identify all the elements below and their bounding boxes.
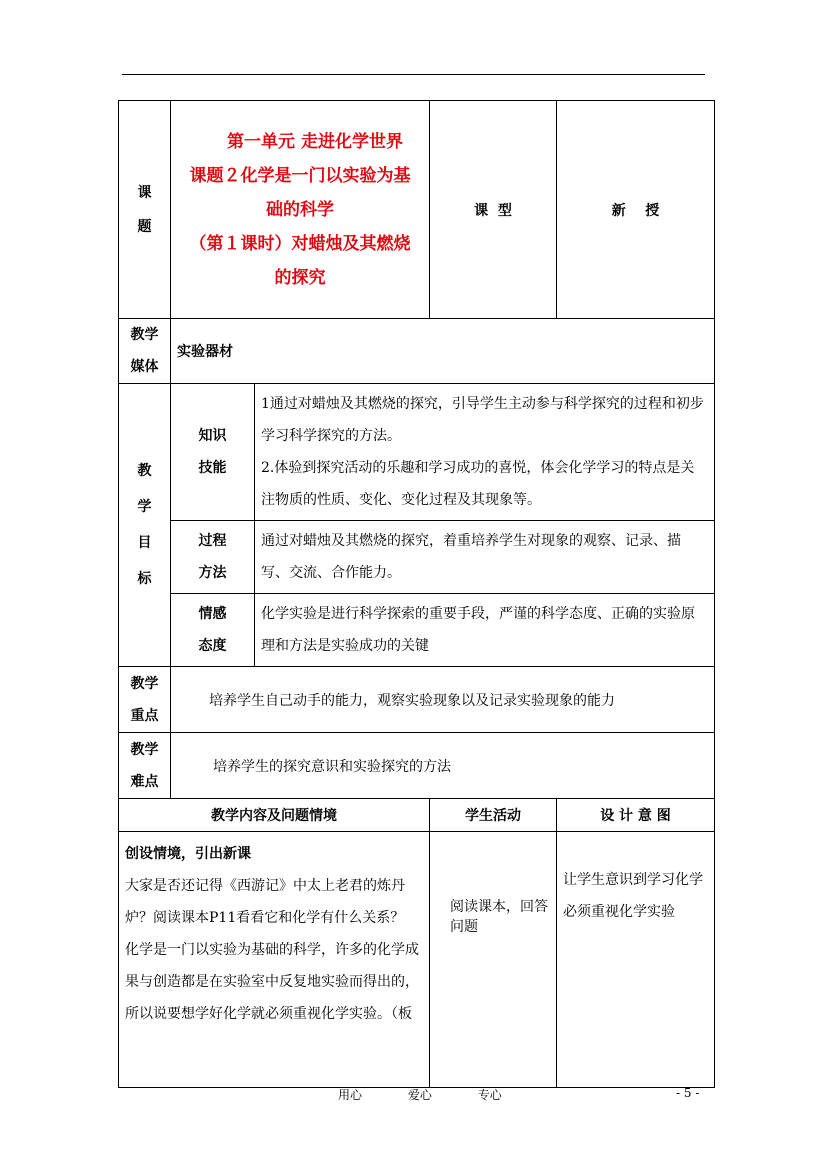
lesson-title: [171, 101, 430, 319]
lesson-plan-table: [118, 100, 714, 1088]
content-cell: [119, 832, 430, 1088]
intent-cell: 让学生意识到学习化学必须重视化学实验: [557, 832, 715, 1088]
content-text-1: 大家是否还记得《西游记》中太上老君的炼丹炉？阅读课本P11看看它和化学有什么关系？: [125, 878, 405, 926]
content-text-2: 化学是一门以实验为基础的科学，许多的化学成果与创造都是在实验室中反复地实验而得出的，所以说要想学好化学就必须重视化学实验。（板: [125, 942, 419, 1022]
footer-word-1: 用心: [338, 1088, 363, 1102]
kexing-value: 新 授: [557, 101, 715, 319]
footer-word-2: 爱心: [407, 1088, 432, 1102]
kexing-label: 课 型: [430, 101, 557, 319]
mubiao-label: 教学目标: [119, 384, 171, 667]
footer-word-3: 专心: [477, 1088, 502, 1102]
col-header-intent: 设 计 意 图: [557, 799, 715, 832]
page-number: - 5 -: [676, 1086, 700, 1100]
nandian-text: 培养学生的探究意识和实验探究的方法: [171, 733, 715, 799]
zhongdian-label: 教学重点: [119, 667, 171, 733]
zhishi-label: 知识技能: [171, 384, 255, 521]
col-header-activity: 学生活动: [430, 799, 557, 832]
meiti-value: 实验器材: [171, 319, 715, 384]
title-line3: （第１课时）对蜡烛及其燃烧的探究: [189, 233, 411, 288]
guocheng-text: 通过对蜡烛及其燃烧的探究，着重培养学生对现象的观察、记录、描写、交流、合作能力。: [255, 521, 715, 594]
qinggan-text: 化学实验是进行科学探索的重要手段，严谨的科学态度、正确的实验原理和方法是实验成功的关键: [255, 594, 715, 667]
nandian-label: 教学难点: [119, 733, 171, 799]
header-rule: [122, 74, 705, 75]
footer-motto: [338, 1086, 526, 1103]
title-line2: 课题２化学是一门以实验为基础的科学: [189, 165, 411, 220]
zhongdian-text: 培养学生自己动手的能力，观察实验现象以及记录实验现象的能力: [171, 667, 715, 733]
col-header-content: 教学内容及问题情境: [119, 799, 430, 832]
activity-cell: 阅读课本，回答问题: [430, 832, 557, 1088]
keti-label: 课题: [119, 101, 171, 319]
content-heading: 创设情境，引出新课: [125, 846, 251, 862]
guocheng-label: 过程方法: [171, 521, 255, 594]
meiti-label: 教学媒体: [119, 319, 171, 384]
qinggan-label: 情感态度: [171, 594, 255, 667]
title-line1: 第一单元 走进化学世界: [227, 131, 403, 152]
zhishi-text: 1通过对蜡烛及其燃烧的探究，引导学生主动参与科学探究的过程和初步学习科学探究的方法。 2.体验到探究活动的乐趣和学习成功的喜悦，体会化学学习的特点是关注物质的性质、变化、变化过程及其现象等。: [255, 384, 715, 521]
